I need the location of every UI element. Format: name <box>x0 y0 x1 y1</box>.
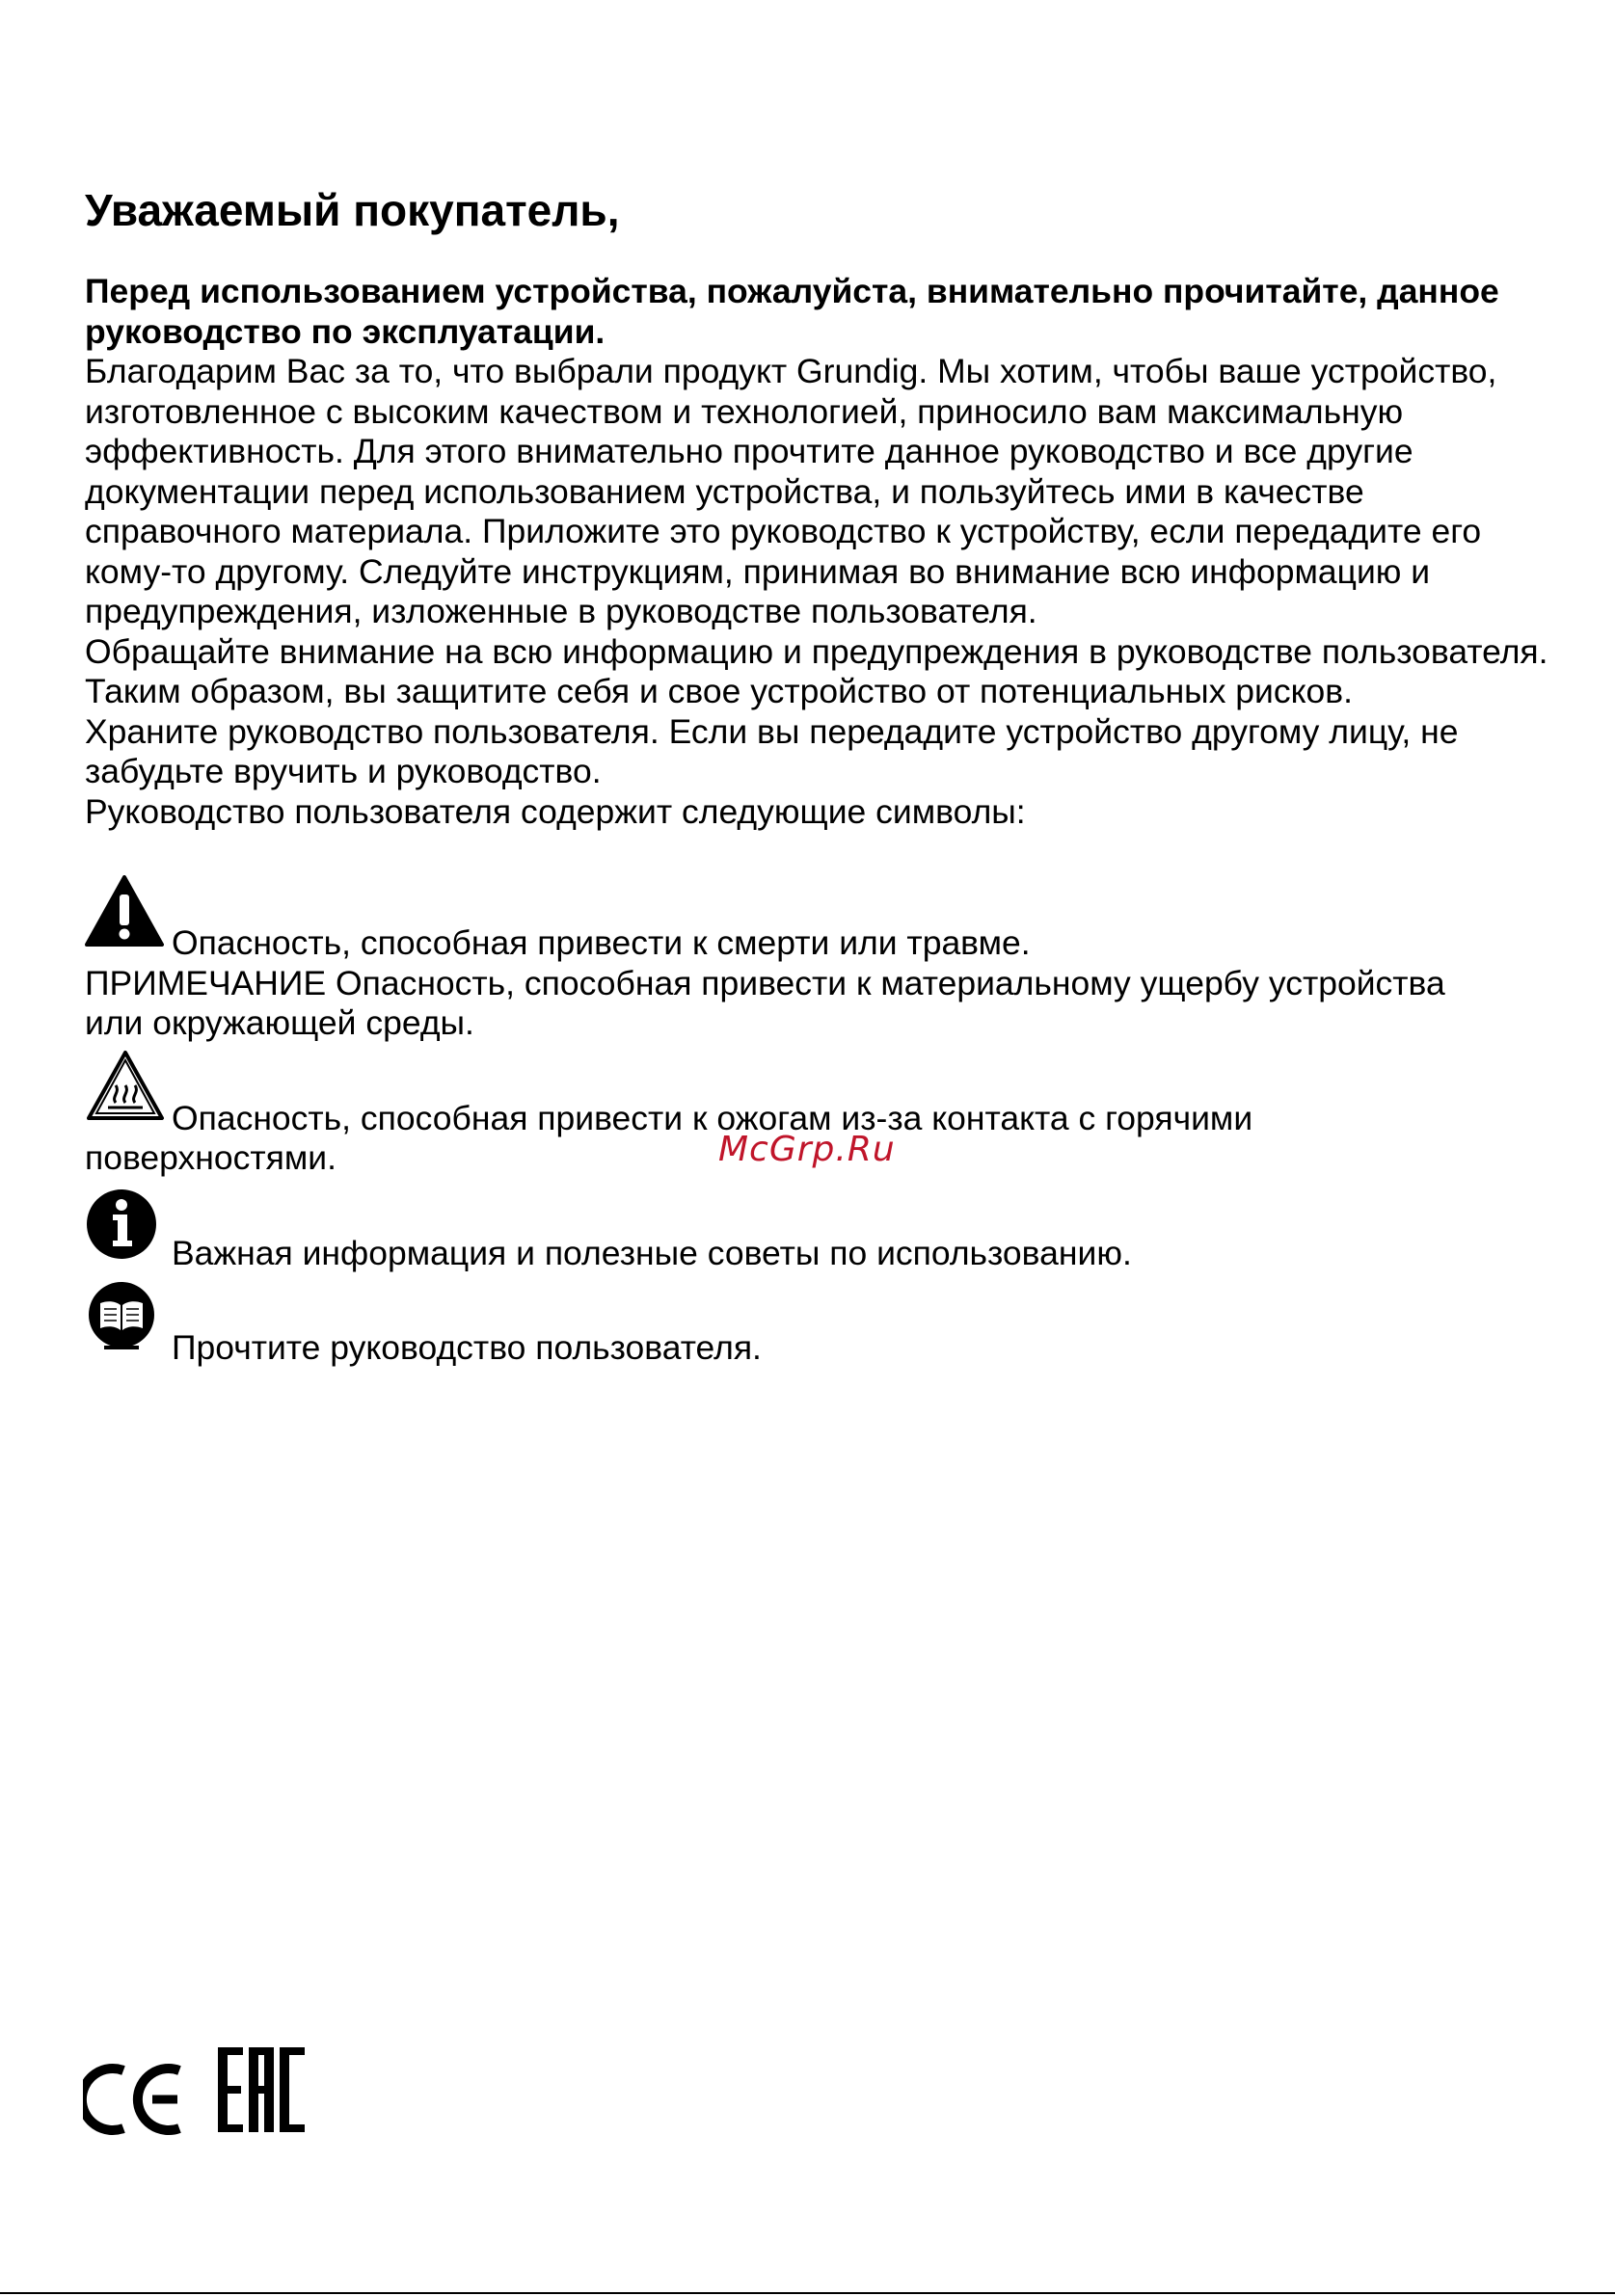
page-title: Уважаемый покупатель, <box>85 185 620 235</box>
symbol-info-text: Важная информация и полезные советы по использованию. <box>172 1234 1132 1272</box>
hot-surface-icon <box>85 1049 166 1124</box>
warning-triangle-icon <box>85 875 164 948</box>
symbol-manual-text: Прочтите руководство пользователя. <box>172 1328 762 1367</box>
ce-mark-icon <box>83 2061 189 2138</box>
note-text-line1: ПРИМЕЧАНИЕ Опасность, способная привести к материальному ущербу устройства <box>85 964 1445 1002</box>
paragraph-symbols-intro: Руководство пользователя содержит следующие символы: <box>85 791 1026 831</box>
paragraph-keep: Храните руководство пользователя. Если вы передадите устройство другому лицу, не забудьте вручить и руководство. <box>85 711 1459 790</box>
eac-mark-icon <box>212 2042 309 2138</box>
lead-paragraph: Перед использованием устройства, пожалуйста, внимательно прочитайте, данное руководство по эксплуатации. <box>85 272 1499 351</box>
hot-text-line1: Опасность, способная привести к ожогам из-за контакта с горячими <box>172 1099 1253 1137</box>
intro-text <box>85 272 1550 832</box>
watermark: McGrp.Ru <box>718 1130 896 1169</box>
symbol-danger-text: Опасность, способная привести к смерти или травме. <box>172 923 1031 962</box>
hot-text-line2: поверхностями. <box>85 1138 336 1177</box>
bottom-rule <box>0 2292 1615 2294</box>
book-icon <box>85 1282 158 1351</box>
paragraph-thanks: Благодарим Вас за то, что выбрали продукт Grundig. Мы хотим, чтобы ваше устройство, изготовленное с высоким качеством и технологией, приносило вам максимальную эффективность. Для этого внимательно прочтите данное руководство и все другие документации перед использованием устройства, и пользуйтесь ими в качестве справочного материала. Приложите это руководство к устройству, если передадите его кому-то другому. Следуйте инструкциям, принимая во внимание всю информацию и предупреждения, изложенные в руководстве пользователя. <box>85 352 1497 630</box>
paragraph-attention: Обращайте внимание на всю информацию и предупреждения в руководстве пользователя. Таким образом, вы защитите себя и свое устройство от потенциальных рисков. <box>85 631 1548 710</box>
info-icon <box>85 1188 158 1261</box>
note-text-line2: или окружающей среды. <box>85 1003 474 1042</box>
